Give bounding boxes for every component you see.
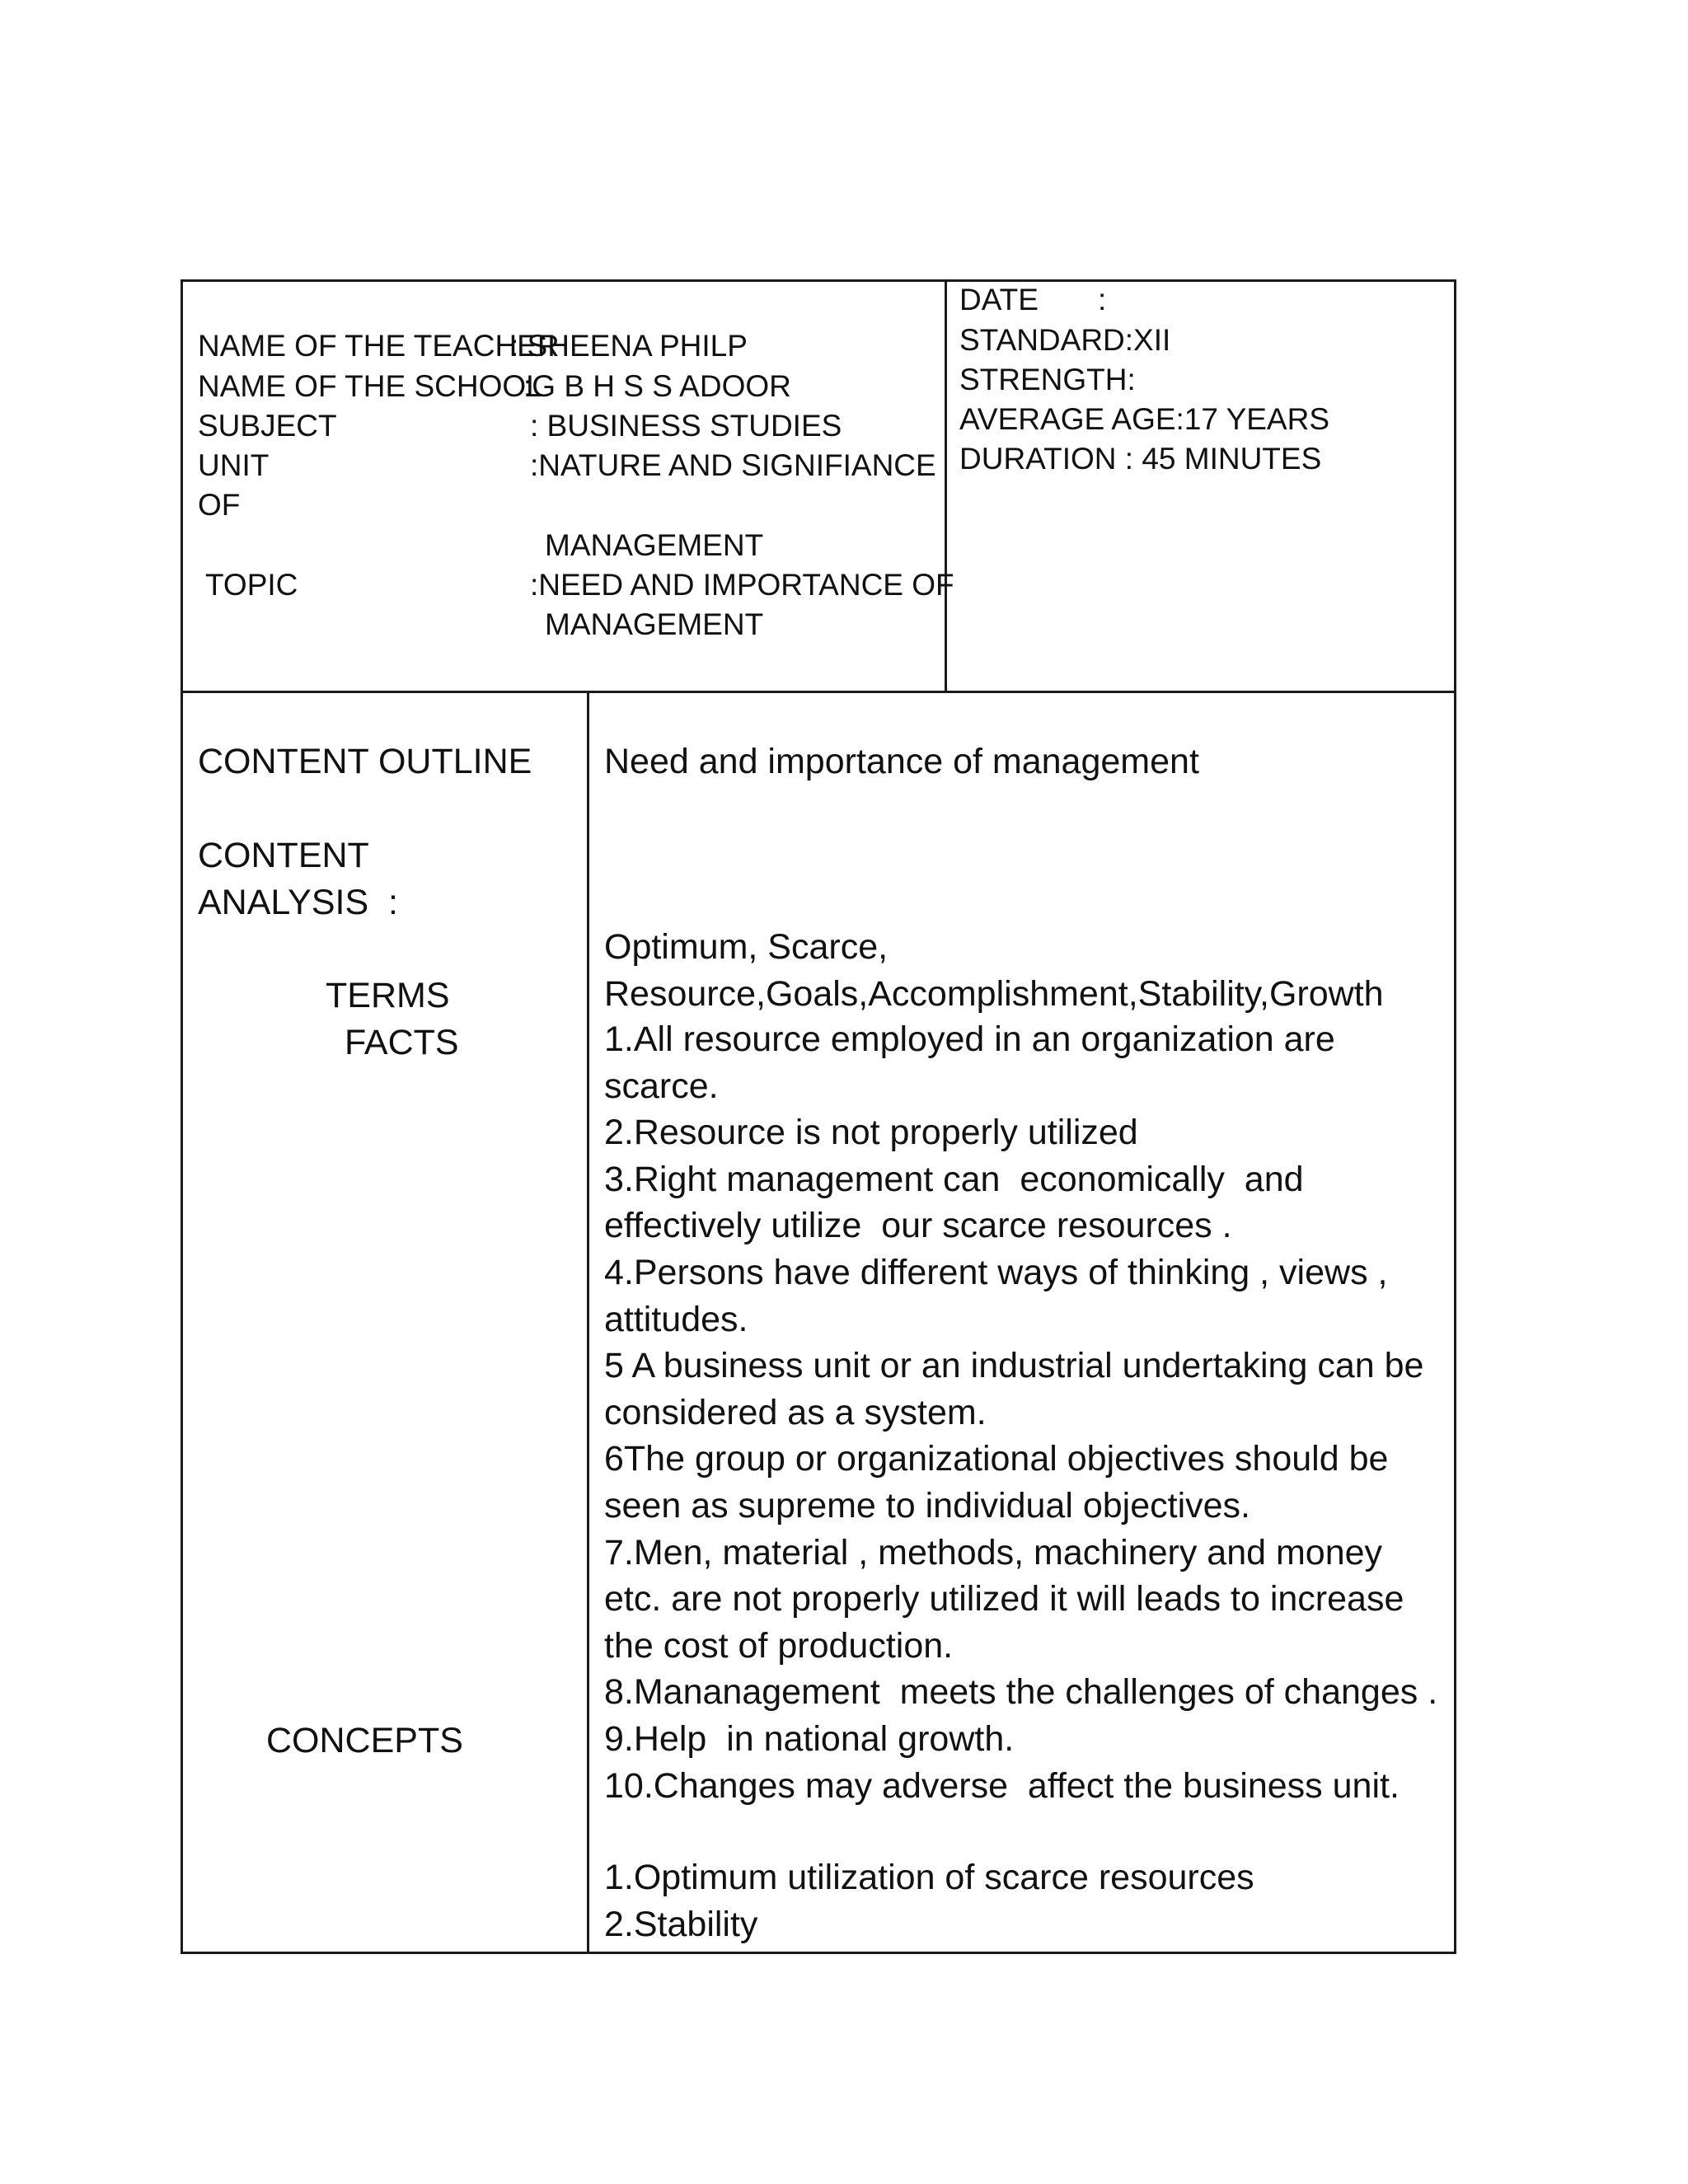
- table-border-left: [181, 279, 183, 1954]
- date-value: :: [1098, 283, 1107, 316]
- average-age: AVERAGE AGE:17 YEARS: [959, 402, 1330, 436]
- topic-value-continued: MANAGEMENT: [545, 607, 764, 641]
- facts-label: FACTS: [345, 1023, 459, 1062]
- table-border-top: [181, 279, 1456, 282]
- fact-line: etc. are not properly utilized it will leads to increase: [604, 1579, 1404, 1619]
- fact-line: 6The group or organizational objectives should be: [604, 1439, 1389, 1479]
- content-outline-label: CONTENT OUTLINE: [198, 742, 532, 781]
- unit-value-continued: MANAGEMENT: [545, 528, 764, 562]
- date-label: DATE: [959, 283, 1039, 316]
- content-label: CONTENT: [198, 836, 369, 875]
- teacher-value: : SHEENA PHILP: [510, 329, 748, 363]
- topic-label: TOPIC: [205, 568, 298, 602]
- analysis-label: ANALYSIS :: [198, 883, 398, 922]
- fact-line: 10.Changes may adverse affect the business unit.: [604, 1765, 1400, 1806]
- fact-line: considered as a system.: [604, 1392, 987, 1432]
- header-divider: [181, 691, 1456, 693]
- fact-line: 4.Persons have different ways of thinking , views ,: [604, 1252, 1388, 1292]
- table-border-right: [1454, 279, 1456, 1954]
- school-value: :G B H S S ADOOR: [523, 369, 791, 403]
- facts-list: [604, 1016, 1437, 1809]
- strength: STRENGTH:: [959, 363, 1136, 396]
- fact-line: the cost of production.: [604, 1625, 954, 1666]
- teacher-label: NAME OF THE TEACHER: [198, 329, 560, 363]
- fact-line: 8.Mananagement meets the challenges of changes .: [604, 1672, 1438, 1713]
- fact-line: effectively utilize our scarce resources .: [604, 1206, 1232, 1246]
- outline-value: Need and importance of management: [604, 742, 1199, 781]
- unit-value: :NATURE AND SIGNIFIANCE: [530, 448, 936, 482]
- fact-line: attitudes.: [604, 1299, 748, 1339]
- fact-line: 1.All resource employed in an organization are: [604, 1019, 1335, 1059]
- fact-line: 2.Resource is not properly utilized: [604, 1113, 1138, 1153]
- subject-label: SUBJECT: [198, 409, 337, 443]
- concepts-label: CONCEPTS: [266, 1721, 463, 1760]
- fact-line: seen as supreme to individual objectives.: [604, 1485, 1250, 1526]
- terms-line: Resource,Goals,Accomplishment,Stability,Growth: [604, 974, 1384, 1014]
- fact-line: 7.Men, material , methods, machinery and money: [604, 1532, 1383, 1572]
- subject-value: : BUSINESS STUDIES: [530, 409, 842, 443]
- terms-list: [604, 924, 1384, 1018]
- fact-line: 9.Help in national growth.: [604, 1718, 1015, 1759]
- body-column-divider: [587, 691, 589, 1954]
- table-border-bottom: [181, 1952, 1456, 1954]
- concept-line: 2.Stability: [604, 1905, 758, 1944]
- terms-line: Optimum, Scarce,: [604, 927, 889, 967]
- standard: STANDARD:XII: [959, 323, 1171, 357]
- unit-label-continued: OF: [198, 488, 241, 522]
- duration: DURATION : 45 MINUTES: [959, 442, 1322, 476]
- fact-line: scarce.: [604, 1066, 719, 1106]
- concept-line: 1.Optimum utilization of scarce resources: [604, 1858, 1254, 1897]
- school-label: NAME OF THE SCHOOL: [198, 369, 543, 403]
- fact-line: 3.Right management can economically and: [604, 1159, 1304, 1199]
- header-column-divider: [945, 279, 947, 692]
- topic-value: :NEED AND IMPORTANCE OF: [530, 568, 954, 602]
- concepts-list: [604, 1854, 1254, 1948]
- terms-label: TERMS: [326, 976, 450, 1015]
- unit-label: UNIT: [198, 448, 270, 482]
- fact-line: 5 A business unit or an industrial undertaking can be: [604, 1346, 1424, 1386]
